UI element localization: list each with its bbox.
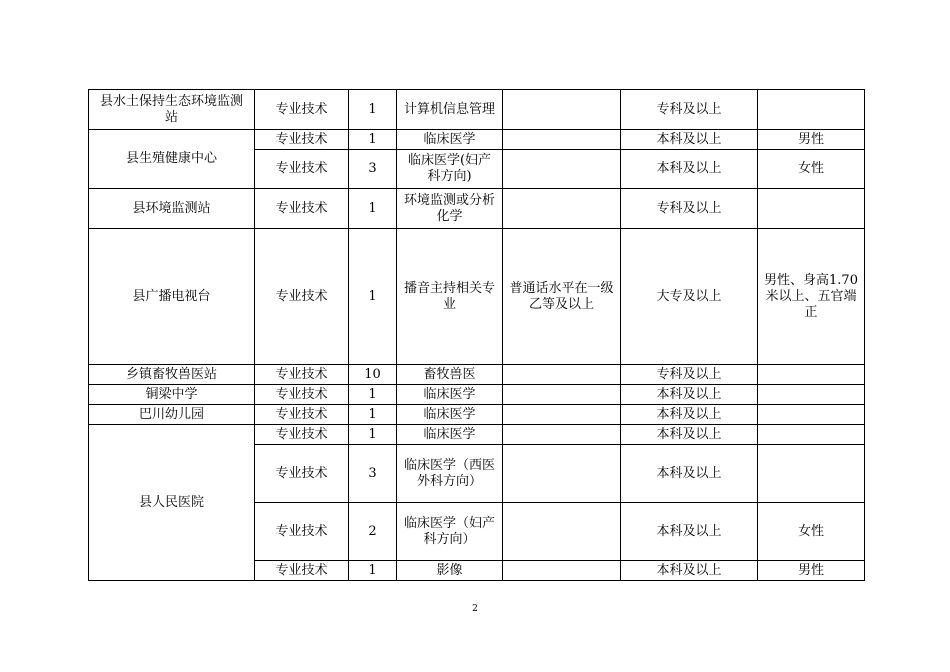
education-cell: 专科及以上 (621, 189, 758, 229)
notes-cell (758, 365, 865, 385)
notes-cell: 女性 (758, 150, 865, 189)
category-cell: 专业技术 (255, 229, 349, 365)
unit-cell: 县生殖健康中心 (89, 130, 255, 189)
other-requirement-cell (503, 90, 621, 130)
category-cell: 专业技术 (255, 189, 349, 229)
education-cell: 专科及以上 (621, 365, 758, 385)
count-cell: 1 (349, 385, 397, 405)
notes-cell: 男性、身高1.70米以上、五官端正 (758, 229, 865, 365)
count-cell: 10 (349, 365, 397, 385)
education-cell: 本科及以上 (621, 425, 758, 445)
other-requirement-cell (503, 503, 621, 561)
other-requirement-cell: 普通话水平在一级乙等及以上 (503, 229, 621, 365)
table-row (89, 425, 865, 445)
other-requirement-cell (503, 445, 621, 503)
notes-cell (758, 445, 865, 503)
education-cell: 专科及以上 (621, 90, 758, 130)
unit-cell: 县人民医院 (89, 425, 255, 581)
major-cell: 临床医学(妇产科方向) (397, 150, 503, 189)
table-row (89, 189, 865, 229)
major-cell: 计算机信息管理 (397, 90, 503, 130)
major-cell: 临床医学 (397, 425, 503, 445)
table-row (89, 130, 865, 150)
count-cell: 2 (349, 503, 397, 561)
category-cell: 专业技术 (255, 445, 349, 503)
category-cell: 专业技术 (255, 130, 349, 150)
education-cell: 本科及以上 (621, 385, 758, 405)
page-number: 2 (472, 604, 478, 614)
table-row (89, 365, 865, 385)
major-cell: 影像 (397, 561, 503, 581)
other-requirement-cell (503, 130, 621, 150)
notes-cell: 男性 (758, 561, 865, 581)
education-cell: 本科及以上 (621, 503, 758, 561)
category-cell: 专业技术 (255, 561, 349, 581)
category-cell: 专业技术 (255, 150, 349, 189)
education-cell: 本科及以上 (621, 405, 758, 425)
major-cell: 播音主持相关专业 (397, 229, 503, 365)
table-row (89, 90, 865, 130)
education-cell: 本科及以上 (621, 561, 758, 581)
category-cell: 专业技术 (255, 405, 349, 425)
count-cell: 1 (349, 405, 397, 425)
other-requirement-cell (503, 405, 621, 425)
count-cell: 1 (349, 561, 397, 581)
other-requirement-cell (503, 385, 621, 405)
major-cell: 临床医学 (397, 130, 503, 150)
table-row (89, 229, 865, 365)
count-cell: 1 (349, 189, 397, 229)
category-cell: 专业技术 (255, 425, 349, 445)
notes-cell (758, 385, 865, 405)
unit-cell: 铜梁中学 (89, 385, 255, 405)
notes-cell: 女性 (758, 503, 865, 561)
category-cell: 专业技术 (255, 90, 349, 130)
unit-cell: 县环境监测站 (89, 189, 255, 229)
other-requirement-cell (503, 365, 621, 385)
other-requirement-cell (503, 425, 621, 445)
category-cell: 专业技术 (255, 365, 349, 385)
notes-cell: 男性 (758, 130, 865, 150)
notes-cell (758, 425, 865, 445)
count-cell: 3 (349, 445, 397, 503)
count-cell: 1 (349, 130, 397, 150)
other-requirement-cell (503, 561, 621, 581)
other-requirement-cell (503, 189, 621, 229)
count-cell: 3 (349, 150, 397, 189)
major-cell: 临床医学 (397, 385, 503, 405)
notes-cell (758, 90, 865, 130)
education-cell: 大专及以上 (621, 229, 758, 365)
unit-cell: 乡镇畜牧兽医站 (89, 365, 255, 385)
major-cell: 临床医学（妇产科方向） (397, 503, 503, 561)
count-cell: 1 (349, 90, 397, 130)
notes-cell (758, 189, 865, 229)
table-row (89, 405, 865, 425)
education-cell: 本科及以上 (621, 130, 758, 150)
count-cell: 1 (349, 425, 397, 445)
table-row (89, 385, 865, 405)
category-cell: 专业技术 (255, 503, 349, 561)
unit-cell: 巴川幼儿园 (89, 405, 255, 425)
recruitment-table (88, 89, 865, 581)
other-requirement-cell (503, 150, 621, 189)
unit-cell: 县广播电视台 (89, 229, 255, 365)
major-cell: 临床医学 (397, 405, 503, 425)
unit-cell: 县水土保持生态环境监测站 (89, 90, 255, 130)
education-cell: 本科及以上 (621, 445, 758, 503)
major-cell: 临床医学（西医外科方向） (397, 445, 503, 503)
education-cell: 本科及以上 (621, 150, 758, 189)
count-cell: 1 (349, 229, 397, 365)
category-cell: 专业技术 (255, 385, 349, 405)
major-cell: 畜牧兽医 (397, 365, 503, 385)
notes-cell (758, 405, 865, 425)
major-cell: 环境监测或分析化学 (397, 189, 503, 229)
